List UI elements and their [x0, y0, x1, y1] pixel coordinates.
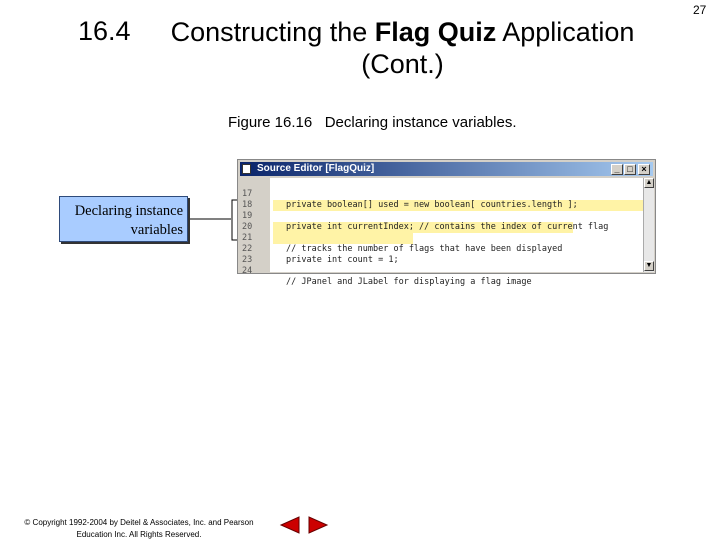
- title-part-2: Application: [496, 17, 635, 47]
- title-part-1: Constructing the: [170, 17, 375, 47]
- scroll-down-icon[interactable]: ▼: [645, 262, 653, 269]
- scroll-up-icon[interactable]: ▲: [645, 179, 653, 186]
- code-text: // tracks the number of flags that have been displayed: [286, 244, 563, 254]
- line-number: 21: [242, 233, 253, 243]
- left-arrow-icon: [277, 515, 303, 535]
- source-editor-window: [237, 159, 656, 287]
- title-section-number: 16.4: [78, 16, 131, 46]
- window-title: Source Editor [FlagQuiz]: [257, 163, 375, 174]
- slide-number: 27: [693, 3, 707, 17]
- vertical-scrollbar[interactable]: [643, 178, 654, 272]
- line-number: 24: [242, 266, 253, 276]
- copyright-line-1: © Copyright 1992-2004 by Deitel & Associates, Inc. and Pearson: [24, 518, 254, 527]
- window-titlebar[interactable]: [240, 162, 653, 176]
- next-slide-button[interactable]: [305, 515, 331, 535]
- close-button[interactable]: ×: [638, 164, 650, 175]
- callout-box: [59, 196, 188, 242]
- minimize-button[interactable]: _: [611, 164, 623, 175]
- code-area[interactable]: [240, 178, 643, 287]
- code-line: [240, 255, 643, 287]
- line-number: 18: [242, 200, 253, 210]
- title-bold: Flag Quiz: [374, 17, 497, 47]
- line-number: 23: [242, 255, 253, 265]
- document-icon: [242, 164, 251, 174]
- code-text: private boolean[] used = new boolean[ countries.length ];: [286, 200, 578, 210]
- copyright-line-2: Education Inc. All Rights Reserved.: [76, 530, 202, 539]
- line-number: 19: [242, 211, 253, 221]
- copyright-footer: [3, 517, 275, 541]
- title-line-2: (Cont.): [361, 49, 444, 79]
- code-text: private int count = 1;: [286, 255, 399, 265]
- right-arrow-icon: [305, 515, 331, 535]
- callout-line-2: variables: [130, 222, 183, 238]
- previous-slide-button[interactable]: [277, 515, 303, 535]
- line-number: 22: [242, 244, 253, 254]
- code-text: private int currentIndex; // contains the index of current flag: [286, 222, 609, 232]
- callout-line-1: Declaring instance: [74, 203, 183, 219]
- line-number: 20: [242, 222, 253, 232]
- figure-caption: Figure 16.16 Declaring instance variables.: [228, 114, 517, 131]
- maximize-button[interactable]: □: [624, 164, 636, 175]
- line-number: 17: [242, 189, 253, 199]
- code-text: // JPanel and JLabel for displaying a flag image: [286, 277, 532, 287]
